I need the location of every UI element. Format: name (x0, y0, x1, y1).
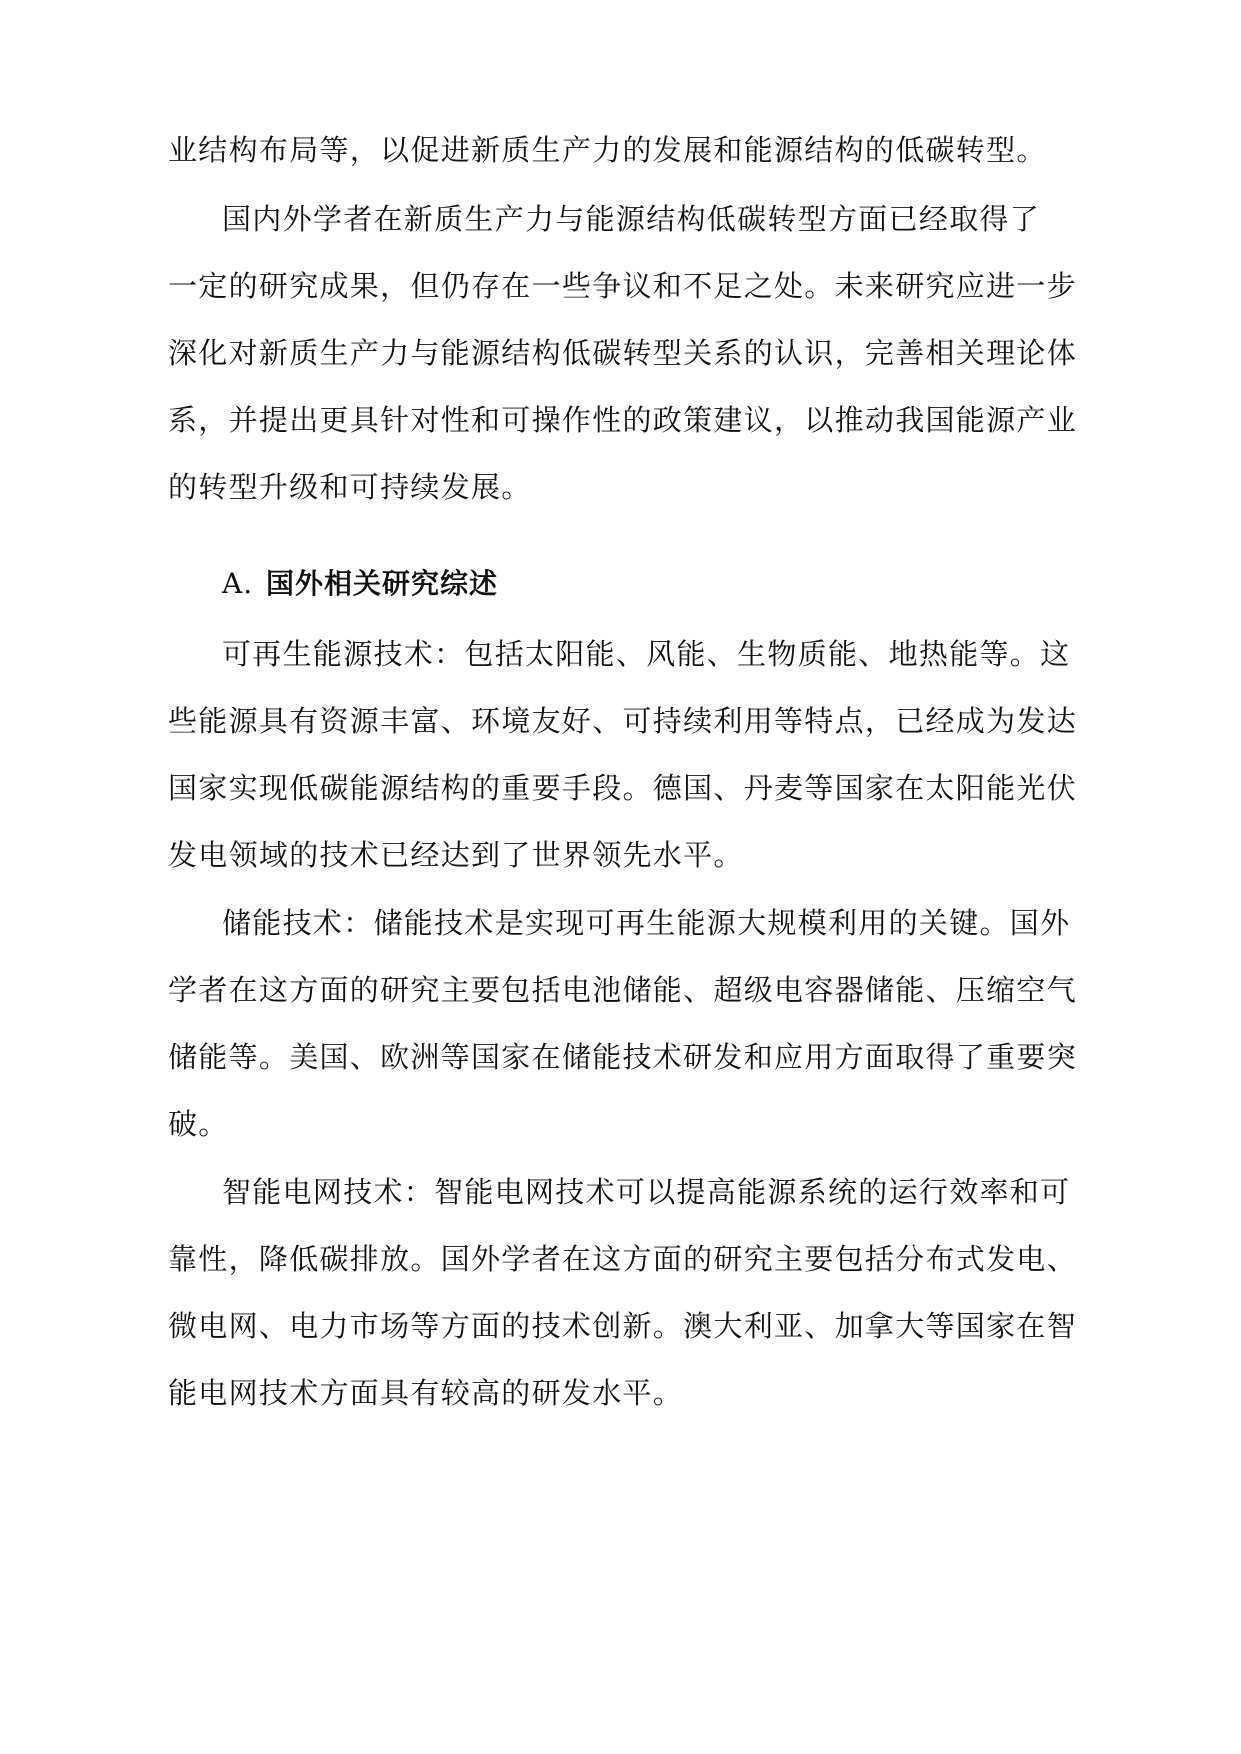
paragraph-line: 靠性，降低碳排放。国外学者在这方面的研究主要包括分布式发电、 (168, 1242, 1078, 1276)
paragraph-line: 储能等。美国、欧洲等国家在储能技术研发和应用方面取得了重要突 (168, 1040, 1078, 1074)
paragraph-line: 储能技术：储能技术是实现可再生能源大规模利用的关键。国外 (222, 906, 1071, 940)
paragraph-line: 一定的研究成果，但仍存在一些争议和不足之处。未来研究应进一步 (168, 269, 1078, 303)
paragraph-line: 智能电网技术：智能电网技术可以提高能源系统的运行效率和可 (222, 1175, 1071, 1209)
paragraph-line: 发电领域的技术已经达到了世界领先水平。 (168, 838, 744, 872)
paragraph-line: 能电网技术方面具有较高的研发水平。 (168, 1376, 684, 1410)
paragraph-line: 些能源具有资源丰富、环境友好、可持续利用等特点，已经成为发达 (168, 704, 1078, 738)
section-title: 国外相关研究综述 (266, 567, 499, 600)
section-number: A. (222, 567, 254, 600)
paragraph-line: 破。 (168, 1107, 229, 1141)
paragraph-line: 的转型升级和可持续发展。 (168, 470, 532, 504)
paragraph-line: 学者在这方面的研究主要包括电池储能、超级电容器储能、压缩空气 (168, 973, 1078, 1007)
paragraph-line: 国内外学者在新质生产力与能源结构低碳转型方面已经取得了 (222, 202, 1041, 236)
paragraph-line: 业结构布局等，以促进新质生产力的发展和能源结构的低碳转型。 (168, 133, 1047, 167)
paragraph-line: 深化对新质生产力与能源结构低碳转型关系的认识，完善相关理论体 (168, 336, 1078, 370)
section-heading (222, 564, 498, 604)
paragraph-line: 微电网、电力市场等方面的技术创新。澳大利亚、加拿大等国家在智 (168, 1309, 1078, 1343)
paragraph-line: 可再生能源技术：包括太阳能、风能、生物质能、地热能等。这 (222, 637, 1071, 671)
paragraph-line: 国家实现低碳能源结构的重要手段。德国、丹麦等国家在太阳能光伏 (168, 771, 1078, 805)
paragraph-line: 系，并提出更具针对性和可操作性的政策建议，以推动我国能源产业 (168, 403, 1078, 437)
